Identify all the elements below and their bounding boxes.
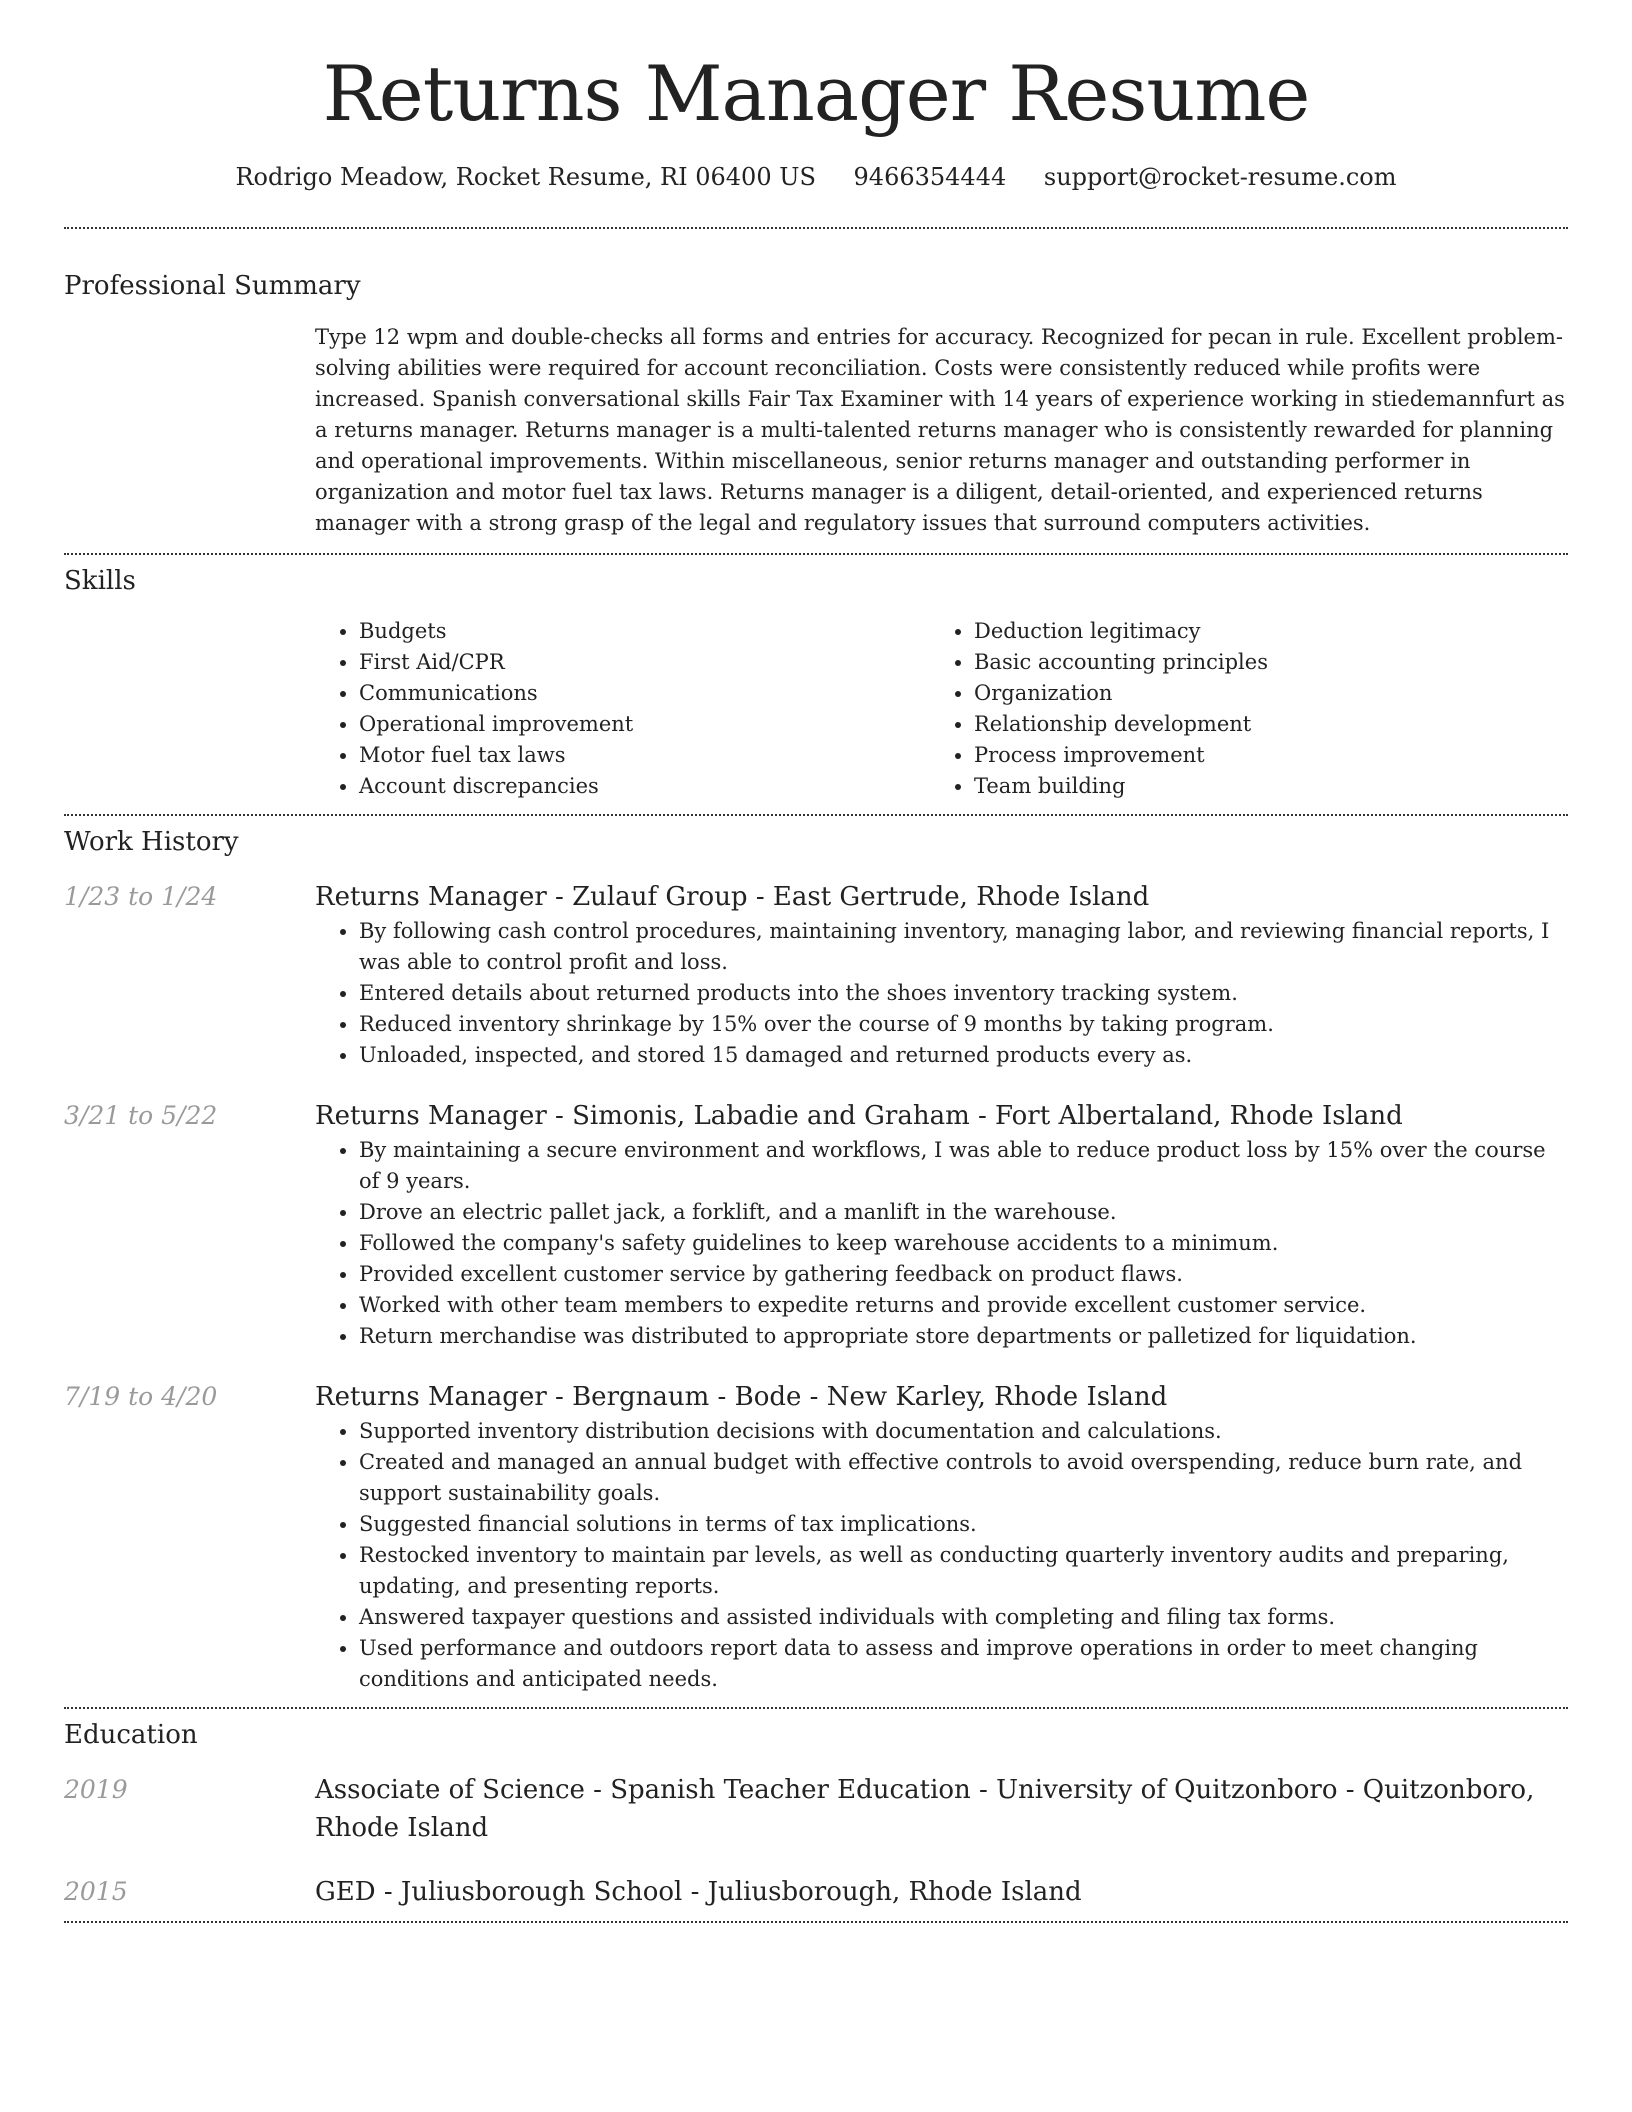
work-section [64,816,1568,1707]
skill-item: • Organization [974,678,1568,709]
skill-item: • Process improvement [974,740,1568,771]
education-body [315,1771,1568,1847]
education-year: 2019 [64,1774,128,1804]
work-heading: Work History [64,827,239,858]
summary-section [64,229,1568,553]
skill-item: • Relationship development [974,709,1568,740]
job-bullet: • Created and managed an annual budget with effective controls to avoid overspending, reduce burn rate, and support sustainability goals. [359,1447,1568,1509]
job-entry [64,1097,1568,1352]
education-year: 2015 [64,1876,128,1906]
job-bullets [315,1135,1568,1352]
job-body [315,878,1568,1071]
summary-content [315,322,1568,553]
job-body [315,1378,1568,1695]
job-bullet: • Provided excellent customer service by gathering feedback on product flaws. [359,1259,1568,1290]
job-body [315,1097,1568,1352]
skill-item: • Deduction legitimacy [974,616,1568,647]
education-heading: Education [64,1720,198,1751]
job-bullets [315,1416,1568,1695]
job-bullets [315,916,1568,1071]
page-title: Returns Manager Resume [322,49,1310,138]
job-bullet: • By following cash control procedures, maintaining inventory, managing labor, and reviewing financial reports, I was able to control profit and loss. [359,916,1568,978]
job-bullet: • Restocked inventory to maintain par levels, as well as conducting quarterly inventory audits and preparing, updating, and presenting reports. [359,1540,1568,1602]
contact-email: support@rocket-resume.com [1043,162,1397,191]
skills-section [64,555,1568,815]
job-dates: 1/23 to 1/24 [64,882,218,912]
job-entry [64,1378,1568,1707]
education-section [64,1709,1568,1921]
job-bullet: • Worked with other team members to expedite returns and provide excellent customer service. [359,1290,1568,1321]
skill-item: • Account discrepancies [359,771,930,802]
contact-line [64,162,1568,193]
skill-item: • Communications [359,678,930,709]
skill-item: • Operational improvement [359,709,930,740]
job-bullet: • Used performance and outdoors report data to assess and improve operations in order to meet changing conditions and anticipated needs. [359,1633,1568,1695]
job-title: Returns Manager - Zulauf Group - East Gertrude, Rhode Island [315,882,1150,913]
job-bullet: • Entered details about returned products into the shoes inventory tracking system. [359,978,1568,1009]
education-title: Associate of Science - Spanish Teacher Education - University of Quitzonboro - Quitzonboro, Rhode Island [315,1774,1535,1843]
job-entry [64,878,1568,1071]
contact-address: Rodrigo Meadow, Rocket Resume, RI 06400 US [235,162,816,191]
job-bullet: • Drove an electric pallet jack, a forklift, and a manlift in the warehouse. [359,1197,1568,1228]
job-bullet: • Answered taxpayer questions and assisted individuals with completing and filing tax forms. [359,1602,1568,1633]
skill-item: • Budgets [359,616,930,647]
skill-item: • Team building [974,771,1568,802]
skills-list-left [315,616,930,802]
education-entry [64,1771,1568,1847]
skill-item: • First Aid/CPR [359,647,930,678]
skill-item: • Basic accounting principles [974,647,1568,678]
education-body [315,1873,1568,1911]
skills-list-right [930,616,1568,802]
job-bullet: • By maintaining a secure environment and workflows, I was able to reduce product loss by 15% over the course of 9 years. [359,1135,1568,1197]
job-bullet: • Suggested financial solutions in terms of tax implications. [359,1509,1568,1540]
job-title: Returns Manager - Bergnaum - Bode - New Karley, Rhode Island [315,1382,1168,1413]
divider [64,1921,1568,1923]
job-bullet: • Followed the company's safety guidelines to keep warehouse accidents to a minimum. [359,1228,1568,1259]
skills-heading: Skills [64,565,136,596]
job-dates: 7/19 to 4/20 [64,1382,218,1412]
job-bullet: • Supported inventory distribution decisions with documentation and calculations. [359,1416,1568,1447]
job-title: Returns Manager - Simonis, Labadie and Graham - Fort Albertaland, Rhode Island [315,1101,1403,1132]
summary-text: Type 12 wpm and double-checks all forms and entries for accuracy. Recognized for pecan in rule. Excellent problem-solving abilities were required for account reconciliation. Costs were consistently reduced while profits were increased. Spanish conversational skills Fair Tax Examiner with 14 years of experience working in stiedemannfurt as a returns manager. Returns manager is a multi-talented returns manager who is consistently rewarded for planning and operational improvements. Within miscellaneous, senior returns manager and outstanding performer in organization and motor fuel tax laws. Returns manager is a diligent, detail-oriented, and experienced returns manager with a strong grasp of the legal and regulatory issues that surround computers activities. [315,324,1565,535]
education-title: GED - Juliusborough School - Juliusborough, Rhode Island [315,1876,1082,1907]
education-entry [64,1873,1568,1921]
skill-item: • Motor fuel tax laws [359,740,930,771]
job-bullet: • Reduced inventory shrinkage by 15% over the course of 9 months by taking program. [359,1009,1568,1040]
job-bullet: • Return merchandise was distributed to appropriate store departments or palletized for liquidation. [359,1321,1568,1352]
resume-header [64,0,1568,193]
skills-grid [315,616,1568,814]
summary-heading: Professional Summary [64,270,361,301]
contact-phone: 9466354444 [853,162,1007,191]
job-dates: 3/21 to 5/22 [64,1101,218,1131]
job-bullet: • Unloaded, inspected, and stored 15 damaged and returned products every as. [359,1040,1568,1071]
